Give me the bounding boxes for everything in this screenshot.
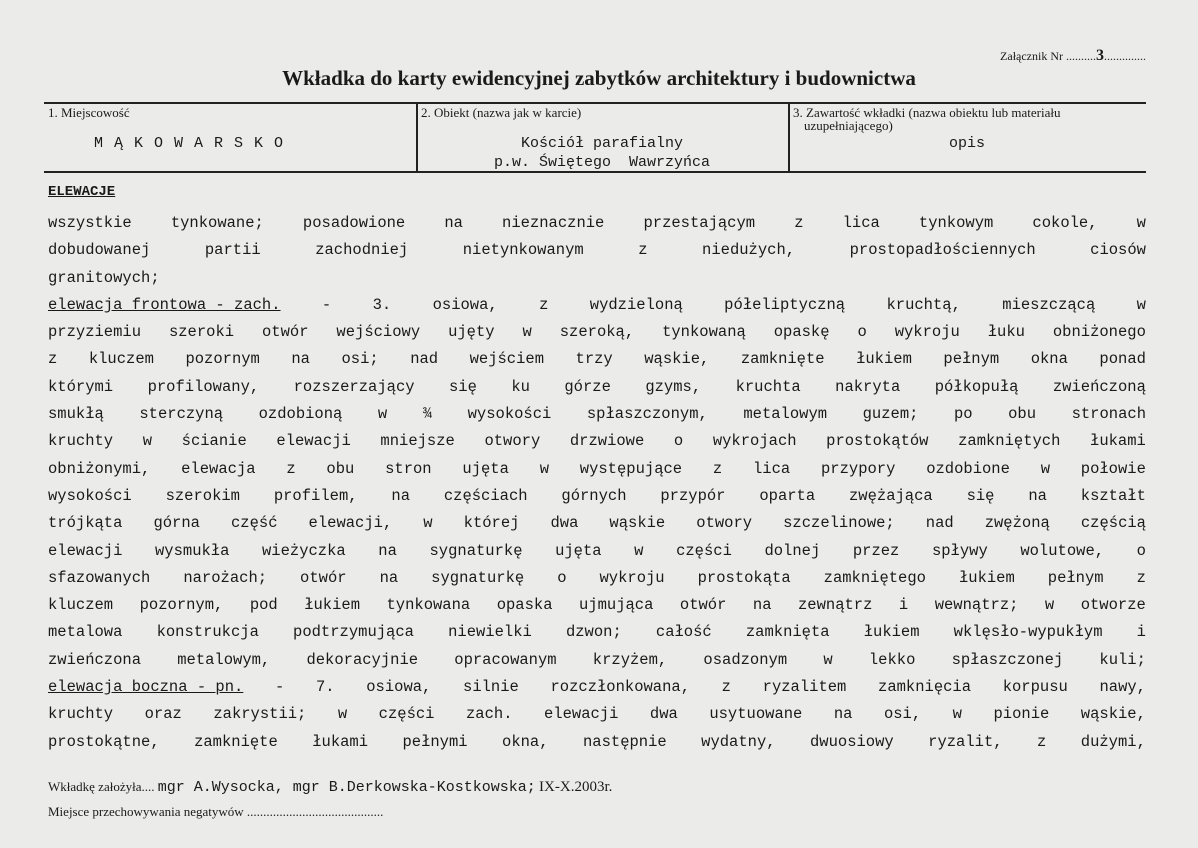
word: wejściowy bbox=[336, 323, 421, 342]
subheading-front: elewacja frontowa - zach. bbox=[48, 295, 281, 314]
word: o bbox=[857, 323, 867, 342]
word: mniejsze bbox=[380, 432, 455, 451]
word: wysmukła bbox=[155, 541, 230, 560]
word: się bbox=[448, 377, 477, 396]
founded-by: Wkładkę założyła.... mgr A.Wysocka, mgr B.Derkowska-Kostkowska; IX-X.2003r. bbox=[48, 779, 613, 796]
word: półeliptyczną bbox=[724, 295, 846, 314]
word: elewacji, bbox=[308, 514, 393, 533]
word: z bbox=[48, 350, 58, 369]
word: na bbox=[1028, 486, 1047, 505]
word: się bbox=[966, 486, 995, 505]
word: pełnym bbox=[1047, 568, 1104, 587]
word: otworze bbox=[1080, 596, 1146, 615]
word: na bbox=[833, 705, 853, 724]
word: zamknięcia bbox=[878, 678, 972, 697]
word: metalowym, bbox=[177, 650, 271, 669]
word: kształt bbox=[1080, 486, 1146, 505]
word: dobudowanej bbox=[48, 241, 151, 260]
content-value: opis bbox=[948, 135, 985, 152]
word: nad bbox=[925, 514, 954, 533]
word: w bbox=[1040, 459, 1050, 478]
word: dzwon; bbox=[565, 623, 622, 642]
word: części bbox=[378, 705, 435, 724]
word: szczelinowe; bbox=[783, 514, 895, 533]
word: ryzalitem bbox=[762, 678, 847, 697]
word: niedużych, bbox=[702, 241, 796, 260]
word: wykrojach bbox=[712, 432, 797, 451]
text-line bbox=[48, 619, 1146, 646]
text-line bbox=[48, 456, 1146, 483]
word: nad bbox=[410, 350, 439, 369]
word: część bbox=[231, 514, 278, 533]
word: wydzieloną bbox=[589, 295, 683, 314]
word: zamknięta bbox=[745, 623, 830, 642]
word: przypory bbox=[820, 459, 896, 478]
text-line bbox=[48, 374, 1146, 401]
word: wydatny, bbox=[701, 732, 776, 751]
word: wąskie, bbox=[1080, 705, 1146, 724]
word: występujące bbox=[579, 459, 683, 478]
word: zamkniętych bbox=[958, 432, 1061, 451]
word: usytuowane bbox=[709, 705, 803, 724]
word: ku bbox=[511, 377, 530, 396]
word: korpusu bbox=[1002, 678, 1068, 697]
word: tynkowaną bbox=[662, 323, 746, 342]
word: - bbox=[275, 678, 285, 697]
word: 3. bbox=[372, 295, 392, 314]
text-line bbox=[48, 319, 1146, 346]
word: wykroju bbox=[599, 568, 665, 587]
word: dwa bbox=[550, 514, 579, 533]
word: przyziemiu bbox=[48, 323, 142, 342]
word: w bbox=[539, 459, 549, 478]
word: górnych bbox=[561, 486, 627, 505]
word: gzyms, bbox=[645, 377, 702, 396]
word: oparta bbox=[759, 486, 816, 505]
word: połowie bbox=[1080, 459, 1146, 478]
word: lica bbox=[752, 459, 791, 478]
word: ścianie bbox=[181, 432, 247, 451]
word: wklęsło-wypukłym bbox=[953, 623, 1103, 642]
page-title: Wkładka do karty ewidencyjnej zabytków architektury i budownictwa bbox=[282, 66, 916, 90]
word: kruchty bbox=[48, 432, 114, 451]
word: o bbox=[1136, 541, 1146, 560]
word: wejściem bbox=[469, 350, 545, 369]
word: oraz bbox=[144, 705, 182, 724]
word: z bbox=[794, 214, 804, 232]
word: na bbox=[752, 596, 772, 615]
word: tynkowana bbox=[386, 596, 471, 615]
word: nietynkowanym bbox=[462, 241, 584, 260]
word: opaska bbox=[496, 596, 553, 615]
text-line bbox=[48, 674, 1146, 701]
word: zach. bbox=[465, 705, 513, 724]
word: tynkowane; bbox=[170, 214, 264, 232]
text-line: elewacja frontowa - zach. - 3. osiowa, z wydzieloną półeliptyczną kruchtą, mieszczącą w bbox=[48, 292, 1146, 319]
text-line bbox=[48, 647, 1146, 674]
word: której bbox=[463, 514, 520, 533]
word: przypór bbox=[660, 486, 726, 505]
word: ponad bbox=[1099, 350, 1146, 369]
object-label: 2. Obiekt (nazwa jak w karcie) bbox=[421, 105, 582, 120]
word: w bbox=[634, 541, 644, 560]
word: niewielki bbox=[448, 623, 532, 642]
word: spływy bbox=[931, 541, 988, 560]
word: górna bbox=[153, 514, 200, 533]
word: cokole, bbox=[1032, 214, 1098, 232]
place-label: 1. Miejscowość bbox=[48, 105, 130, 120]
word: obu bbox=[326, 459, 355, 478]
word: stronach bbox=[1071, 405, 1146, 424]
word: na bbox=[444, 214, 463, 232]
word: kuli; bbox=[1099, 650, 1146, 669]
word: łukiem bbox=[304, 596, 361, 615]
word: dekoracyjnie bbox=[306, 650, 419, 669]
word: łukami bbox=[312, 732, 369, 751]
word: szerokim bbox=[165, 486, 240, 505]
word: pionie bbox=[993, 705, 1050, 724]
word: narożach; bbox=[183, 568, 268, 587]
text-line bbox=[48, 592, 1146, 619]
description-body bbox=[48, 210, 1146, 756]
word: zwężająca bbox=[849, 486, 933, 505]
word: na bbox=[391, 486, 410, 505]
word: po bbox=[953, 405, 973, 424]
word: częściach bbox=[443, 486, 528, 505]
text-line bbox=[48, 701, 1146, 728]
word: dolnej bbox=[764, 541, 821, 560]
word: następnie bbox=[582, 732, 667, 751]
word: nieznacznie bbox=[502, 214, 605, 232]
text-line bbox=[48, 538, 1146, 565]
word: prostokątne, bbox=[48, 732, 160, 751]
word: dwuosiowy bbox=[810, 732, 894, 751]
word: zwieńczona bbox=[48, 650, 142, 669]
word: łukiem bbox=[863, 623, 920, 642]
word: prostokątów bbox=[826, 432, 929, 451]
word: całość bbox=[655, 623, 712, 642]
word: na bbox=[379, 568, 399, 587]
word: dwa bbox=[649, 705, 678, 724]
word: podtrzymująca bbox=[293, 623, 414, 642]
word: smukłą bbox=[48, 405, 104, 424]
word: kluczem bbox=[48, 596, 114, 615]
word: zwężoną bbox=[984, 514, 1050, 533]
word: silnie bbox=[463, 678, 519, 697]
word: okna bbox=[1030, 350, 1068, 369]
word: profilem, bbox=[273, 486, 358, 505]
word: ujęty bbox=[448, 323, 495, 342]
word: na bbox=[291, 350, 310, 369]
word: stron bbox=[385, 459, 432, 478]
word: obu bbox=[1008, 405, 1037, 424]
word: krzyżem, bbox=[592, 650, 668, 669]
word: metalowa bbox=[48, 623, 123, 642]
word: nawy, bbox=[1099, 678, 1146, 697]
word: pozornym bbox=[185, 350, 260, 369]
top-divider bbox=[44, 102, 1146, 104]
word: obniżonymi, bbox=[48, 459, 151, 478]
text-line: granitowych; bbox=[48, 268, 160, 287]
word: w bbox=[377, 405, 388, 424]
word: rozszerzający bbox=[293, 377, 415, 396]
word: zamknięte bbox=[194, 732, 278, 751]
word: otwory bbox=[696, 514, 753, 533]
word: metalowym bbox=[743, 405, 828, 424]
word: spłaszczonej bbox=[951, 650, 1064, 669]
word: kruchtą, bbox=[886, 295, 961, 314]
text-line bbox=[48, 401, 1146, 428]
word: osiowa, bbox=[366, 678, 432, 697]
word: lica bbox=[842, 214, 880, 232]
word: zakrystii; bbox=[213, 705, 307, 724]
word: przestającym bbox=[643, 214, 756, 232]
word: tynkowym bbox=[918, 214, 994, 232]
word: o bbox=[557, 568, 567, 587]
place-value: M Ą K O W A R S K O bbox=[93, 135, 285, 152]
word: w bbox=[337, 705, 348, 724]
word: prostopadłościennych bbox=[849, 241, 1036, 260]
word: otwór bbox=[261, 323, 309, 342]
word: elewacji bbox=[276, 432, 351, 451]
word: elewacji bbox=[544, 705, 619, 724]
object-value-line1: Kościół parafialny bbox=[520, 135, 684, 152]
word: opracowanym bbox=[454, 650, 557, 669]
word: i bbox=[898, 596, 909, 615]
word: w bbox=[1044, 596, 1055, 615]
word: ozdobione bbox=[926, 459, 1010, 478]
subheading-side: elewacja boczna - pn. bbox=[48, 678, 244, 697]
word: otwory bbox=[484, 432, 541, 451]
word: pełnym bbox=[943, 350, 1000, 369]
content-label-line1: 3. Zawartość wkładki (nazwa obiektu lub materiału bbox=[793, 105, 1061, 120]
text-line bbox=[48, 210, 1146, 237]
content-label-line2: uzupełniającego) bbox=[804, 118, 893, 133]
word: konstrukcja bbox=[156, 623, 259, 642]
word: opaskę bbox=[773, 323, 830, 342]
word: z bbox=[721, 678, 731, 697]
word: z bbox=[1136, 568, 1146, 587]
word: z bbox=[539, 295, 549, 314]
word: półkopułą bbox=[934, 377, 1019, 396]
word: osi, bbox=[883, 705, 922, 724]
word: 7. bbox=[315, 678, 335, 697]
word: którymi bbox=[48, 377, 114, 396]
word: wieżyczka bbox=[262, 541, 346, 560]
word: mieszczącą bbox=[1002, 295, 1096, 314]
word: guzem; bbox=[862, 405, 919, 424]
word: obniżonego bbox=[1052, 323, 1146, 342]
word: w bbox=[823, 650, 833, 669]
annex-number: Załącznik Nr ..........3.............. bbox=[1000, 47, 1146, 64]
word: ciosów bbox=[1090, 241, 1146, 260]
word: przez bbox=[852, 541, 900, 560]
word: w bbox=[522, 323, 532, 342]
word: z bbox=[712, 459, 723, 478]
word: pełnymi bbox=[402, 732, 468, 751]
word: okna, bbox=[502, 732, 549, 751]
word: kluczem bbox=[88, 350, 154, 369]
word: ujęta bbox=[462, 459, 509, 478]
word: w bbox=[142, 432, 153, 451]
word: ozdobioną bbox=[258, 405, 343, 424]
word: szeroką, bbox=[559, 323, 635, 342]
word: ujmująca bbox=[579, 596, 654, 615]
word: zachodniej bbox=[315, 241, 409, 260]
word: drzwiowe bbox=[569, 432, 645, 451]
word: wewnątrz; bbox=[934, 596, 1019, 615]
word: kruchty bbox=[48, 705, 114, 724]
object-value-line2: p.w. Świętego Wawrzyńca bbox=[493, 154, 711, 171]
word: posadowione bbox=[302, 214, 406, 232]
word: elewacja bbox=[181, 459, 256, 478]
word: ryzalit, bbox=[928, 732, 1003, 751]
word: w bbox=[1136, 295, 1146, 314]
word: łukiem bbox=[958, 568, 1015, 587]
word: i bbox=[1136, 623, 1146, 642]
word: zewnątrz bbox=[798, 596, 873, 615]
word: profilowany, bbox=[147, 377, 260, 396]
word: części bbox=[676, 541, 732, 560]
word: na bbox=[378, 541, 397, 560]
word: z bbox=[1037, 732, 1047, 751]
word: kruchta bbox=[735, 377, 801, 396]
word: pod bbox=[249, 596, 278, 615]
word: górze bbox=[564, 377, 611, 396]
word: sterczyną bbox=[139, 405, 224, 424]
word: rozczłonkowana, bbox=[550, 678, 691, 697]
word: szeroki bbox=[168, 323, 235, 342]
word: osi; bbox=[341, 350, 379, 369]
text-line bbox=[48, 483, 1146, 510]
word: osadzonym bbox=[703, 650, 788, 669]
word: pozornym, bbox=[139, 596, 224, 615]
word: z bbox=[286, 459, 296, 478]
word: otwór bbox=[300, 568, 347, 587]
word: dużymi, bbox=[1080, 732, 1146, 751]
word: łukami bbox=[1090, 432, 1146, 451]
word: trójkąta bbox=[48, 514, 123, 533]
word: lekko bbox=[868, 650, 916, 669]
word: w bbox=[952, 705, 962, 724]
word: nakryta bbox=[835, 377, 901, 396]
word: osiowa, bbox=[432, 295, 498, 314]
word: w bbox=[423, 514, 433, 533]
word: partii bbox=[204, 241, 261, 260]
text-line bbox=[48, 565, 1146, 592]
word: wąskie bbox=[609, 514, 666, 533]
word: otwór bbox=[679, 596, 727, 615]
text-line bbox=[48, 428, 1146, 455]
word: z bbox=[638, 241, 648, 260]
word: zamknięte bbox=[740, 350, 825, 369]
word: łukiem bbox=[856, 350, 912, 369]
word: sygnaturkę bbox=[431, 568, 525, 587]
word: wysokości bbox=[467, 405, 552, 424]
negatives-location: Miejsce przechowywania negatywów .......................................... bbox=[48, 804, 384, 819]
word: wykroju bbox=[894, 323, 960, 342]
section-heading: ELEWACJE bbox=[48, 184, 116, 200]
word: prostokąta bbox=[697, 568, 791, 587]
word: sfazowanych bbox=[48, 568, 151, 587]
word: sygnaturkę bbox=[429, 541, 523, 560]
word: zwieńczoną bbox=[1052, 377, 1146, 396]
word: spłaszczonym, bbox=[586, 405, 708, 424]
word: wolutowe, bbox=[1020, 541, 1105, 560]
text-line bbox=[48, 346, 1146, 373]
word: ujęta bbox=[555, 541, 602, 560]
text-line bbox=[48, 729, 1146, 756]
word: o bbox=[673, 432, 684, 451]
word: zamkniętego bbox=[823, 568, 926, 587]
word: częścią bbox=[1080, 514, 1146, 533]
word: wszystkie bbox=[48, 214, 132, 232]
text-line bbox=[48, 237, 1146, 264]
word: trzy bbox=[575, 350, 613, 369]
word: wysokości bbox=[48, 486, 132, 505]
word: elewacji bbox=[48, 541, 123, 560]
text-line bbox=[48, 510, 1146, 537]
word: wąskie, bbox=[644, 350, 710, 369]
word: łuku bbox=[987, 323, 1025, 342]
word: ¾ bbox=[422, 405, 433, 424]
word: w bbox=[1136, 214, 1146, 232]
